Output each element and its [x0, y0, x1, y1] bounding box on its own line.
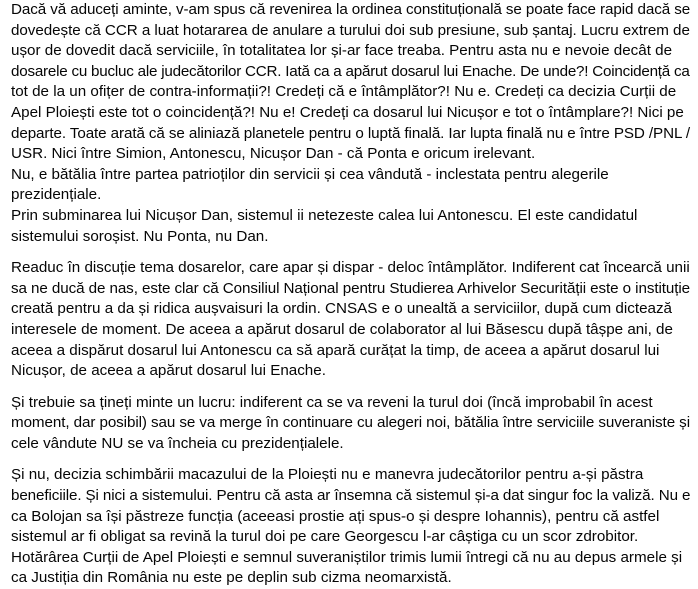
text-line: sa ne ducă de nas, este clar că Consiliul Național pentru Studierea Arhivelor Securității este o instituție: [11, 279, 691, 297]
text-line: Dacă vă aduceți aminte, v-am spus că revenirea la ordinea constituțională se poate face rapid dacă se: [11, 1, 691, 18]
text-line: USR. Nici între Simion, Antonescu, Nicușor Dan - că Ponta e oricum irelevant.: [11, 145, 536, 163]
paragraph-1: [11, 0, 690, 247]
text-line: Și nu, decizia schimbării macazului de la Ploiești nu e manevra judecătorilor pentru a-și păstra: [11, 466, 644, 484]
text-line: ca Justiția din România nu este pe deplin sub cizma neomarxistă.: [11, 569, 452, 587]
text-line: interesele de moment. De aceea a apărut dosarul de colaborator al lui Băsescu după tâșpe ani, de: [11, 320, 673, 338]
paragraph-2: [11, 258, 690, 382]
text-line: Prin subminarea lui Nicușor Dan, sistemul ii netezeste calea lui Antonescu. El este candidatul: [11, 206, 638, 224]
text-line: prezidențiale.: [11, 186, 102, 204]
text-line: ca Bolojan sa își păstreze funcția (aceeasi prostie ați spus-o și despre Iohannis), pentru că astfel: [11, 507, 660, 525]
paragraph-3: [11, 393, 690, 455]
text-line: aceea a dispărut dosarul lui Antonescu ca să apară curățat la timp, de aceea a apărut dosarul lui: [11, 341, 660, 359]
text-line: beneficiile. Și nici a sistemului. Pentru că asta ar însemna că sistemul și-a dat singur foc la valiză. Nu e: [11, 487, 691, 505]
text-line: Și trebuie sa țineți minte un lucru: indiferent ca se va reveni la turul doi (încă improbabil în acest: [11, 393, 653, 411]
text-line: dosarele cu bucluc ale judecătorilor CCR. Iată ca a apărut dosarul lui Enache. De unde?! Coincidență ca: [11, 62, 690, 80]
text-line: moment, dar posibil) sau se va merge în continuare cu alegeri noi, bătălia între serviciile suveraniste și: [11, 414, 690, 432]
text-line: Nicușor, de aceea a apărut dosarul lui Enache.: [11, 362, 326, 380]
text-line: Nu, e bătălia între partea patrioților din servicii și cea vândută - inclestata pentru alegerile: [11, 165, 609, 183]
text-line: ușor de dovedit dacă serviciile, în totalitatea lor și-ar face treaba. Pentru asta nu e nevoie decât de: [11, 42, 673, 60]
text-line: cele vândute NU se va încheia cu prezidențialele.: [11, 434, 344, 452]
text-line: Readuc în discuție tema dosarelor, care apar și dispar - deloc întâmplător. Indiferent cat încearcă unii: [11, 259, 690, 277]
text-line: Hotărârea Curții de Apel Ploiești e semnul suveraniștilor trimis lumii întregi că nu au depus armele și: [11, 548, 683, 566]
text-line: sistemului soroșist. Nu Ponta, nu Dan.: [11, 227, 269, 245]
text-line: sistemul ar fi obligat sa revină la turul doi pe care Georgescu l-ar câștiga cu un scor zdrobitor.: [11, 528, 639, 546]
text-line: departe. Toate arată că se aliniază planetele pentru o luptă finală. Iar lupta finală nu e între PSD /PNL /: [11, 124, 690, 142]
text-line: tot de la un ofițer de contra-informații?! Credeți că e întâmplător?! Nu e. Credeți ca decizia Curții de: [11, 83, 677, 101]
text-line: creată pentru a da și ridica aușvaisuri la ordin. CNSAS e o unealtă a serviciilor, după cum dictează: [11, 300, 672, 318]
paragraph-4: [11, 465, 690, 589]
text-line: dovedește că CCR a luat hotararea de anulare a turului doi sub presiune, sub șantaj. Lucru extrem de: [11, 21, 690, 39]
text-line: Apel Ploiești este tot o coincidență?! Nu e! Credeți ca dosarul lui Nicușor e tot o întâmplare?! Nici pe: [11, 103, 684, 121]
